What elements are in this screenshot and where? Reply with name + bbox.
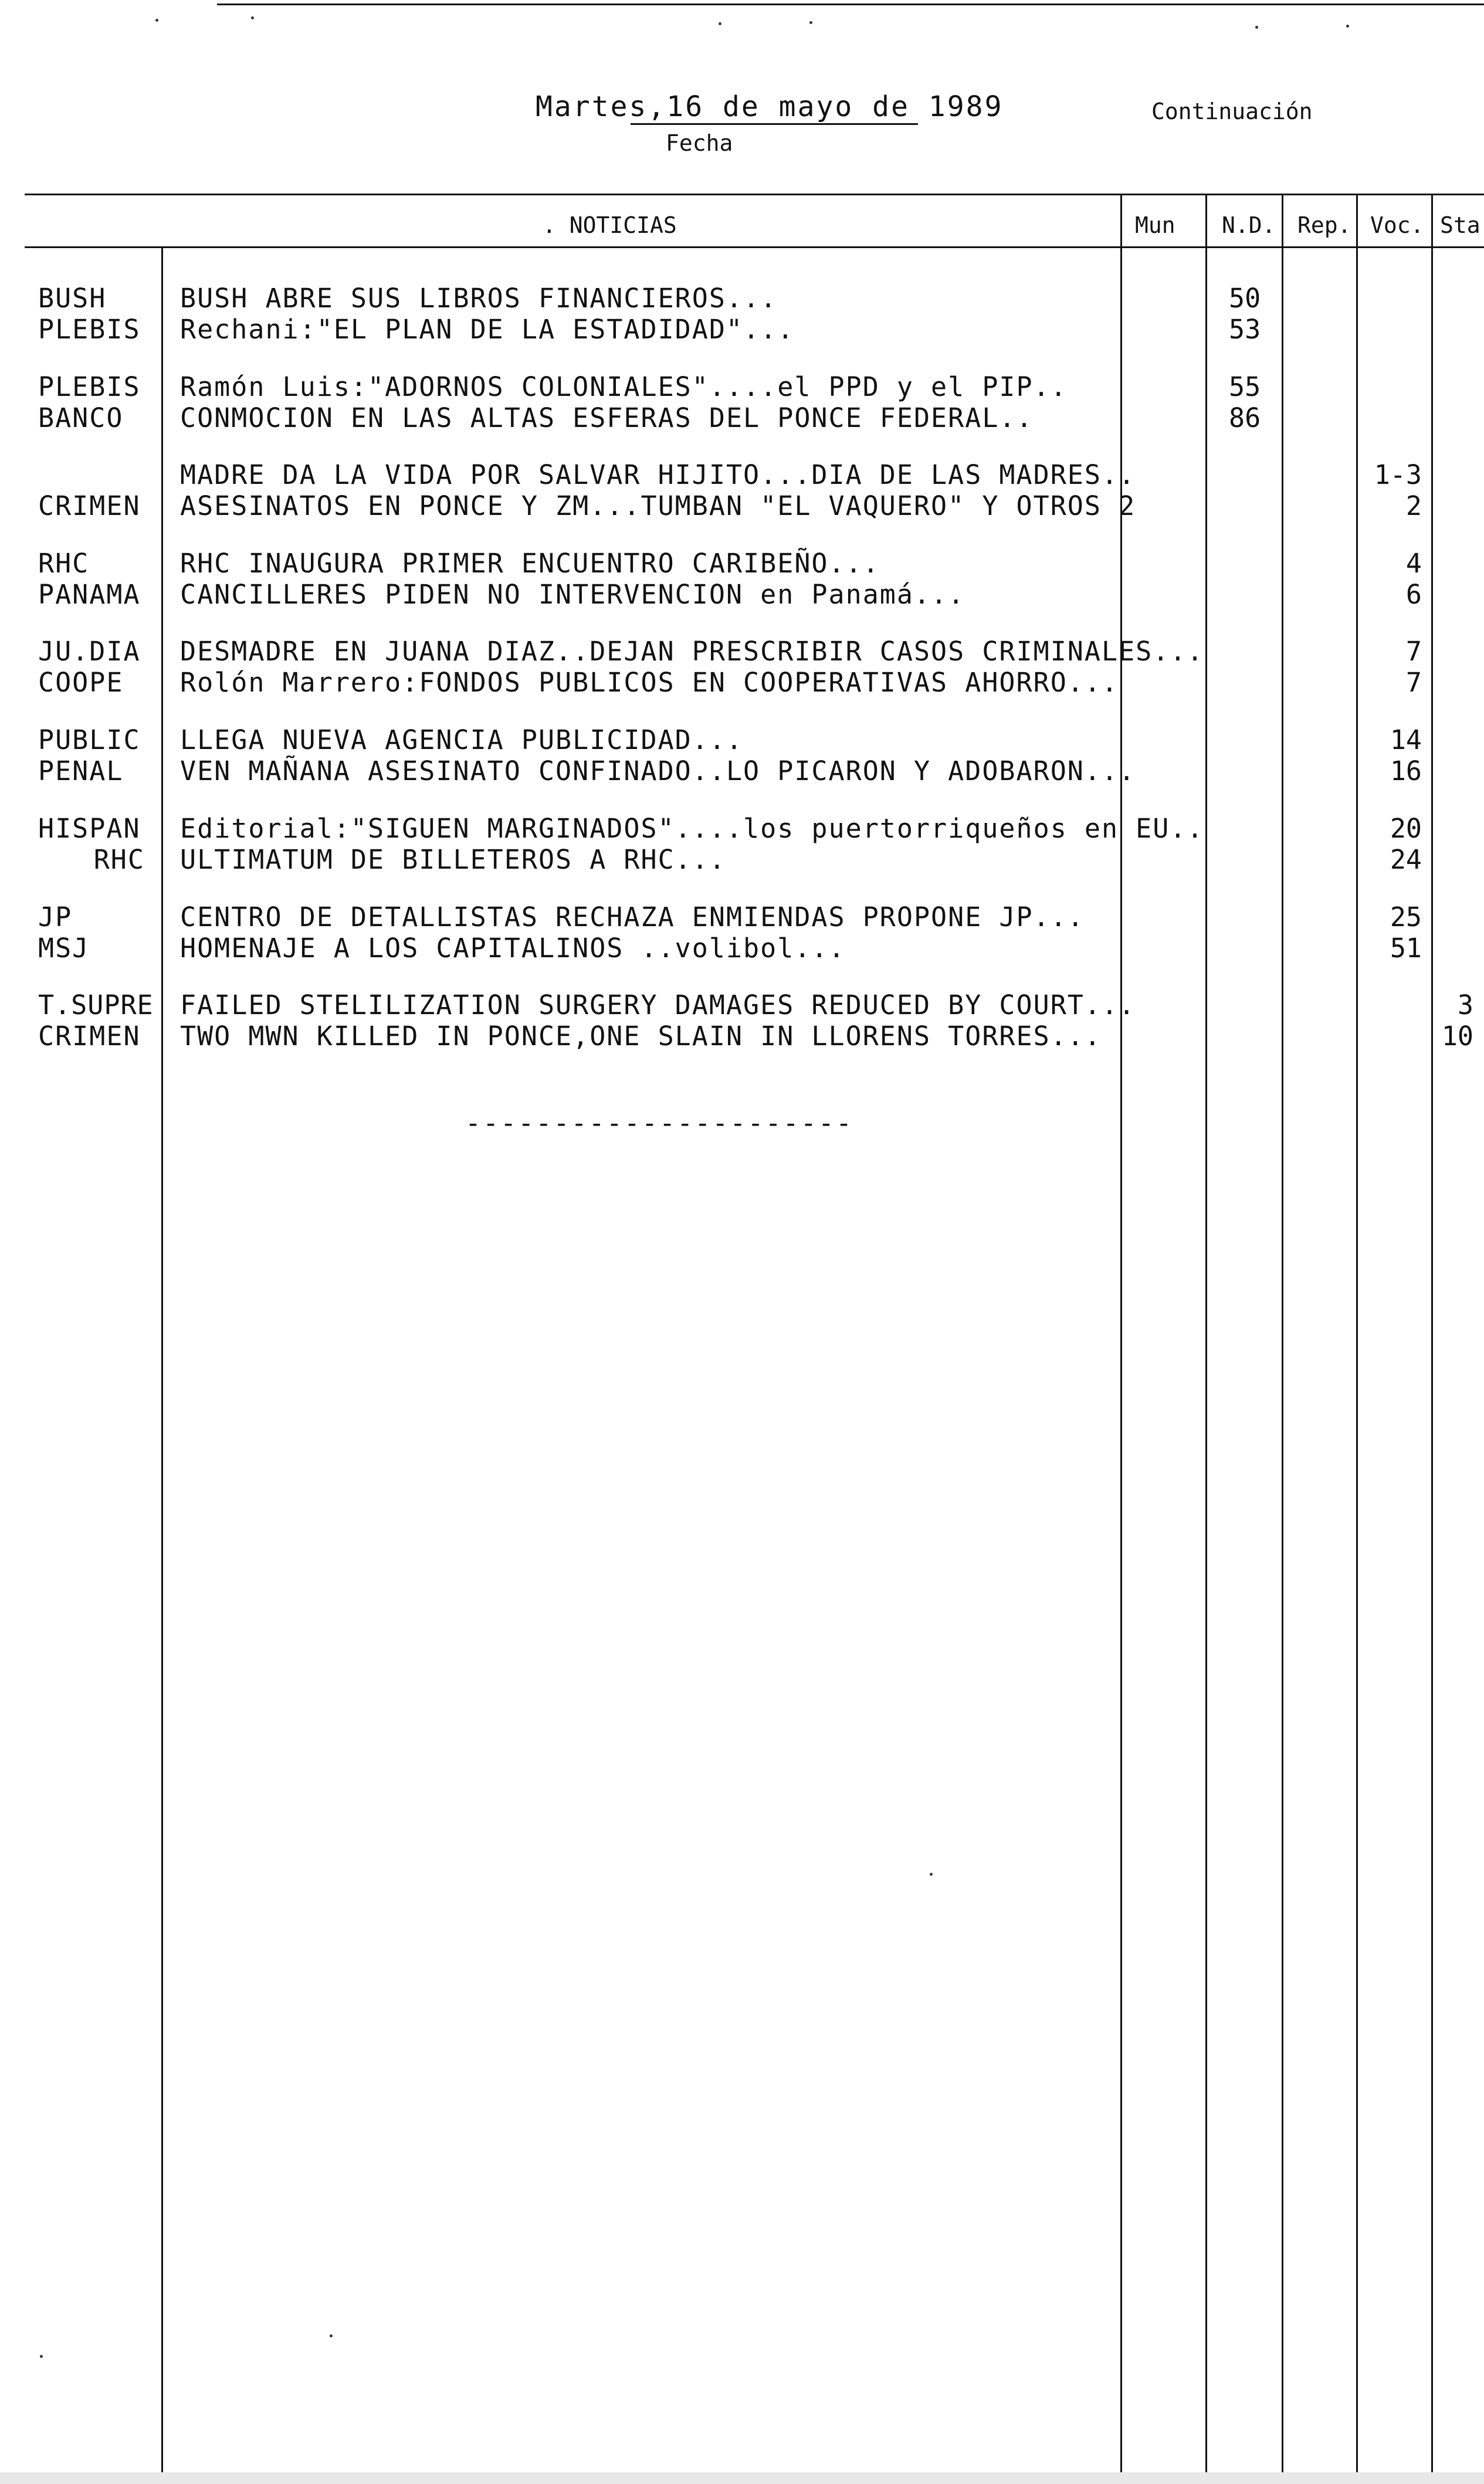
column-header-noticias: . NOTICIAS bbox=[543, 212, 677, 238]
column-rule-nd bbox=[1205, 194, 1207, 2484]
scan-speck bbox=[251, 16, 254, 19]
date-label: Fecha bbox=[666, 130, 733, 156]
scan-speck bbox=[719, 22, 721, 25]
column-rule-rep bbox=[1282, 194, 1283, 2484]
row-headline: HOMENAJE A LOS CAPITALINOS ..volibol... bbox=[180, 933, 846, 964]
scan-speck bbox=[1346, 25, 1349, 28]
row-tag: COOPE bbox=[38, 667, 124, 698]
row-headline: CANCILLERES PIDEN NO INTERVENCION en Panamá... bbox=[180, 579, 965, 610]
row-headline: Ramón Luis:"ADORNOS COLONIALES"....el PPD y el PIP.. bbox=[180, 371, 1068, 402]
scan-speck bbox=[1255, 26, 1258, 29]
row-headline: BUSH ABRE SUS LIBROS FINANCIEROS... bbox=[180, 283, 778, 314]
row-headline: LLEGA NUEVA AGENCIA PUBLICIDAD... bbox=[180, 724, 744, 755]
row-voc: 25 bbox=[1390, 902, 1422, 933]
row-voc: 2 bbox=[1405, 490, 1422, 521]
row-tag: PLEBIS bbox=[38, 371, 141, 402]
row-voc: 4 bbox=[1405, 548, 1422, 579]
row-headline: DESMADRE EN JUANA DIAZ..DEJAN PRESCRIBIR CASOS CRIMINALES... bbox=[180, 636, 1204, 667]
row-headline: VEN MAÑANA ASESINATO CONFINADO..LO PICARON Y ADOBARON... bbox=[180, 755, 1136, 787]
column-rule-voc bbox=[1356, 194, 1358, 2484]
row-sta: 10 bbox=[1441, 1021, 1473, 1052]
row-voc: 16 bbox=[1390, 755, 1422, 787]
date-text: Martes,16 de mayo de 1989 bbox=[536, 90, 1004, 123]
row-voc: 20 bbox=[1390, 813, 1422, 844]
row-tag: BANCO bbox=[38, 402, 124, 433]
column-header-sta: Sta bbox=[1440, 212, 1480, 238]
continuation-label: Continuación bbox=[1151, 99, 1313, 124]
row-headline: Editorial:"SIGUEN MARGINADOS"....los puertorriqueños en EU.. bbox=[180, 813, 1204, 844]
row-headline: ULTIMATUM DE BILLETEROS A RHC... bbox=[180, 844, 726, 875]
row-headline: CONMOCION EN LAS ALTAS ESFERAS DEL PONCE FEDERAL.. bbox=[180, 402, 1034, 433]
scan-speck bbox=[40, 2355, 43, 2358]
column-rule-mun bbox=[1120, 194, 1122, 2484]
column-rule-sta bbox=[1431, 194, 1433, 2484]
row-voc: 7 bbox=[1405, 636, 1422, 667]
table-header-rule bbox=[25, 246, 1484, 248]
row-tag: CRIMEN bbox=[38, 1021, 141, 1052]
row-voc: 1-3 bbox=[1374, 459, 1422, 490]
end-separator: ---------------------- bbox=[465, 1107, 854, 1138]
row-tag: CRIMEN bbox=[38, 490, 141, 521]
row-tag: PLEBIS bbox=[38, 314, 141, 345]
row-headline: CENTRO DE DETALLISTAS RECHAZA ENMIENDAS PROPONE JP... bbox=[180, 902, 1085, 933]
row-tag: PENAL bbox=[38, 755, 124, 787]
row-voc: 14 bbox=[1390, 724, 1422, 755]
row-voc: 51 bbox=[1390, 933, 1422, 964]
row-nd: 50 bbox=[1229, 283, 1261, 314]
row-headline: ASESINATOS EN PONCE Y ZM...TUMBAN "EL VAQUERO" Y OTROS 2 bbox=[180, 490, 1136, 521]
row-headline: Rolón Marrero:FONDOS PUBLICOS EN COOPERATIVAS AHORRO... bbox=[180, 667, 1119, 698]
column-rule-tag bbox=[161, 248, 163, 2484]
row-headline: FAILED STELILIZATION SURGERY DAMAGES REDUCED BY COURT... bbox=[180, 989, 1136, 1021]
row-tag: JU.DIA bbox=[38, 636, 141, 667]
row-nd: 55 bbox=[1229, 371, 1261, 402]
row-tag: HISPAN bbox=[38, 813, 141, 844]
date-underline bbox=[631, 123, 918, 125]
scan-bottom-edge bbox=[0, 2472, 1484, 2484]
row-tag: MSJ bbox=[38, 933, 90, 964]
column-header-mun: Mun bbox=[1135, 212, 1175, 238]
row-sta: 3 bbox=[1457, 989, 1473, 1021]
table-top-rule bbox=[25, 194, 1484, 195]
row-headline: TWO MWN KILLED IN PONCE,ONE SLAIN IN LLORENS TORRES... bbox=[180, 1021, 1102, 1052]
row-voc: 6 bbox=[1405, 579, 1422, 610]
row-nd: 53 bbox=[1229, 314, 1261, 345]
row-voc: 7 bbox=[1405, 667, 1422, 698]
row-headline: MADRE DA LA VIDA POR SALVAR HIJITO...DIA DE LAS MADRES.. bbox=[180, 459, 1136, 490]
row-tag: RHC bbox=[38, 548, 90, 579]
column-header-nd: N.D. bbox=[1222, 212, 1276, 238]
scan-speck bbox=[330, 2334, 333, 2337]
row-tag: PUBLIC bbox=[38, 724, 141, 755]
column-header-voc: Voc. bbox=[1370, 212, 1424, 238]
row-tag: JP bbox=[38, 902, 73, 933]
row-headline: Rechani:"EL PLAN DE LA ESTADIDAD"... bbox=[180, 314, 795, 345]
row-nd: 86 bbox=[1229, 402, 1261, 433]
row-tag: RHC bbox=[93, 844, 145, 875]
row-tag: T.SUPRE bbox=[38, 989, 154, 1021]
row-tag: PANAMA bbox=[38, 579, 141, 610]
scan-speck bbox=[155, 19, 158, 22]
scan-speck bbox=[930, 1873, 933, 1876]
row-tag: BUSH bbox=[38, 283, 107, 314]
scan-speck bbox=[809, 21, 812, 24]
column-header-rep: Rep. bbox=[1297, 212, 1351, 238]
top-border bbox=[217, 4, 1484, 5]
row-voc: 24 bbox=[1390, 844, 1422, 875]
row-headline: RHC INAUGURA PRIMER ENCUENTRO CARIBEÑO... bbox=[180, 548, 880, 579]
